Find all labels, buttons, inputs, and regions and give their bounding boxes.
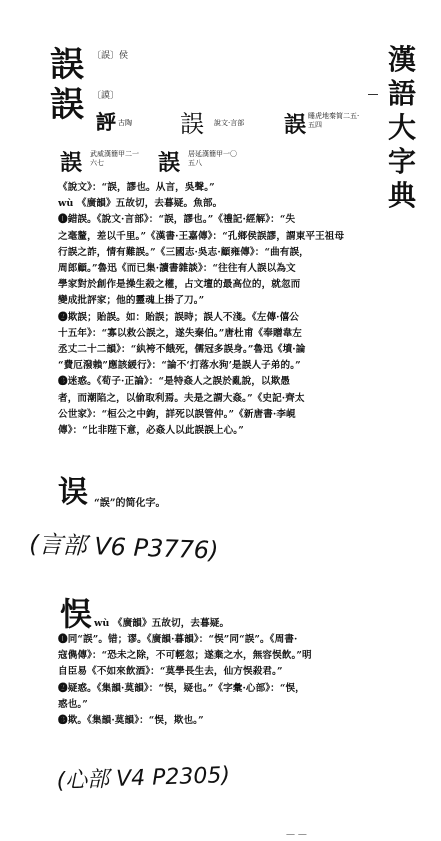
- form3-label: 睡虎地秦简二五·五四: [308, 112, 360, 129]
- entry2-line: ❶同“誤”。错；谬。《廣韻·暮韻》：“悮”同“誤”。《周書·: [58, 634, 298, 645]
- book-title-char: 字: [387, 145, 416, 178]
- entry1-line: wù 《廣韻》五故切，去暮疑。魚部。: [58, 198, 223, 210]
- handwritten-note: (心部 V4 P2305): [56, 762, 231, 794]
- entry1-head-note: 〔誤〕侯: [92, 51, 129, 61]
- entry2-line: wù 《廣韻》五故切，去暮疑。: [94, 618, 230, 629]
- entry1-line: 《說文》：“誤，謬也。从言，吳聲。”: [58, 182, 215, 193]
- entry2-line: 自臣易《不如來飲酒》：“莫學長生去，仙方悮殺君。”: [58, 666, 283, 678]
- form4-label: 武威漢簡甲二一六七: [90, 150, 139, 167]
- entry2-head-char: 悮: [60, 595, 93, 633]
- entry1-line: 者，而潮陷之，以偷取利焉。夫是之謂大姦。”《史記·齊太: [58, 392, 305, 404]
- form2-label: 說文·言部: [214, 119, 245, 127]
- entry1-line: 丞丈二十二韻》：“紈袴不餓死，儒冠多誤身。”魯迅《墳·論: [58, 344, 306, 356]
- entry1-body: [58, 180, 364, 439]
- entry1-line: 行誤之詐，情有難誤。”《三國志·吳志·顧雍傳》：“曲有誤，: [58, 246, 309, 258]
- entry1-line: 公世家》：“桓公之中鉤，詳死以誤管仲。”《新唐書·李峴: [58, 408, 296, 420]
- book-title: [382, 43, 422, 216]
- entry2-line: 惑也。”: [58, 698, 88, 710]
- handwritten-note: (言部 V6 P3776): [28, 529, 219, 565]
- slip-form-glyph-2: 誤: [158, 150, 179, 176]
- book-title-char: 大: [387, 111, 416, 144]
- entry1-line: ❶錯誤。《說文·言部》：“誤，謬也。”《禮記·經解》：“失: [58, 214, 296, 226]
- entry1-line: “費厄潑賴”應該緩行》：“論不‘打落水狗’是誤人子弟的。”: [58, 360, 301, 372]
- entry2-line: ❸欺。《集韻·莫韻》：“悮，欺也。”: [58, 715, 204, 727]
- entry1-line: ❸迷惑。《荀子·正論》：“是特姦人之誤於亂說，以欺愚: [58, 376, 291, 388]
- simplified-text: “誤”的简化字。: [94, 498, 166, 509]
- entry1-alt-char: 誤: [50, 85, 84, 125]
- footer-marks: — —: [286, 830, 307, 840]
- entry2-body: [58, 632, 364, 729]
- form5-label: 居延漢簡甲一〇五八: [188, 150, 237, 167]
- entry2-first-line: [94, 616, 364, 632]
- entry1-line: 周郎顧。”魯迅《而已集·讀書雜談》：“往往有人誤以為文: [58, 263, 296, 275]
- entry1-line: 傳》：“比非陛下意，必姦人以此誤誤上心。”: [58, 425, 244, 437]
- book-title-char: 語: [387, 77, 416, 110]
- entry1-line: 之毫釐，差以千里。”《漢書·王嘉傳》：“孔鄉侯誤謬，謂東平王祖母: [58, 230, 345, 242]
- book-title-char: 典: [387, 179, 416, 212]
- entry1-line: 變成批評家；他的靈魂上掛了刀。”: [58, 295, 205, 307]
- title-dash: [368, 94, 378, 95]
- slip-form-glyph: 誤: [60, 150, 81, 176]
- entry2-line: ❷疑惑。《集韻·莫韻》：“悮，疑也。”《字彙·心部》：“悮，: [58, 682, 305, 694]
- bamboo-form-glyph: 誤: [284, 112, 305, 138]
- entry1-line: 十五年》：“寡以救公誤之，遂失秦伯。”唐杜甫《奉贈韋左: [58, 327, 302, 339]
- seal-form-glyph: 誤: [180, 110, 202, 138]
- simplified-char: 误: [58, 475, 88, 510]
- ancient-form-glyph: 𧦝: [96, 110, 114, 134]
- form1-label: 古陶: [118, 119, 132, 127]
- entry2-line: 寇儁傳》：“恐未之除，不可輕忽；遂棄之水，無容悮飲。”明: [58, 650, 312, 662]
- entry1-line: 學家對於創作是操生殺之權，占文壇的最高位的，就忽而: [58, 279, 301, 291]
- entry1-head-char: 誤: [50, 45, 84, 85]
- entry1-line: ❷欺誤；貽誤。如：貽誤；誤時；誤人不淺。《左傳·僖公: [58, 311, 299, 323]
- entry1-alt-note: 〔謨〕: [92, 91, 120, 101]
- book-title-char: 漢: [387, 43, 416, 76]
